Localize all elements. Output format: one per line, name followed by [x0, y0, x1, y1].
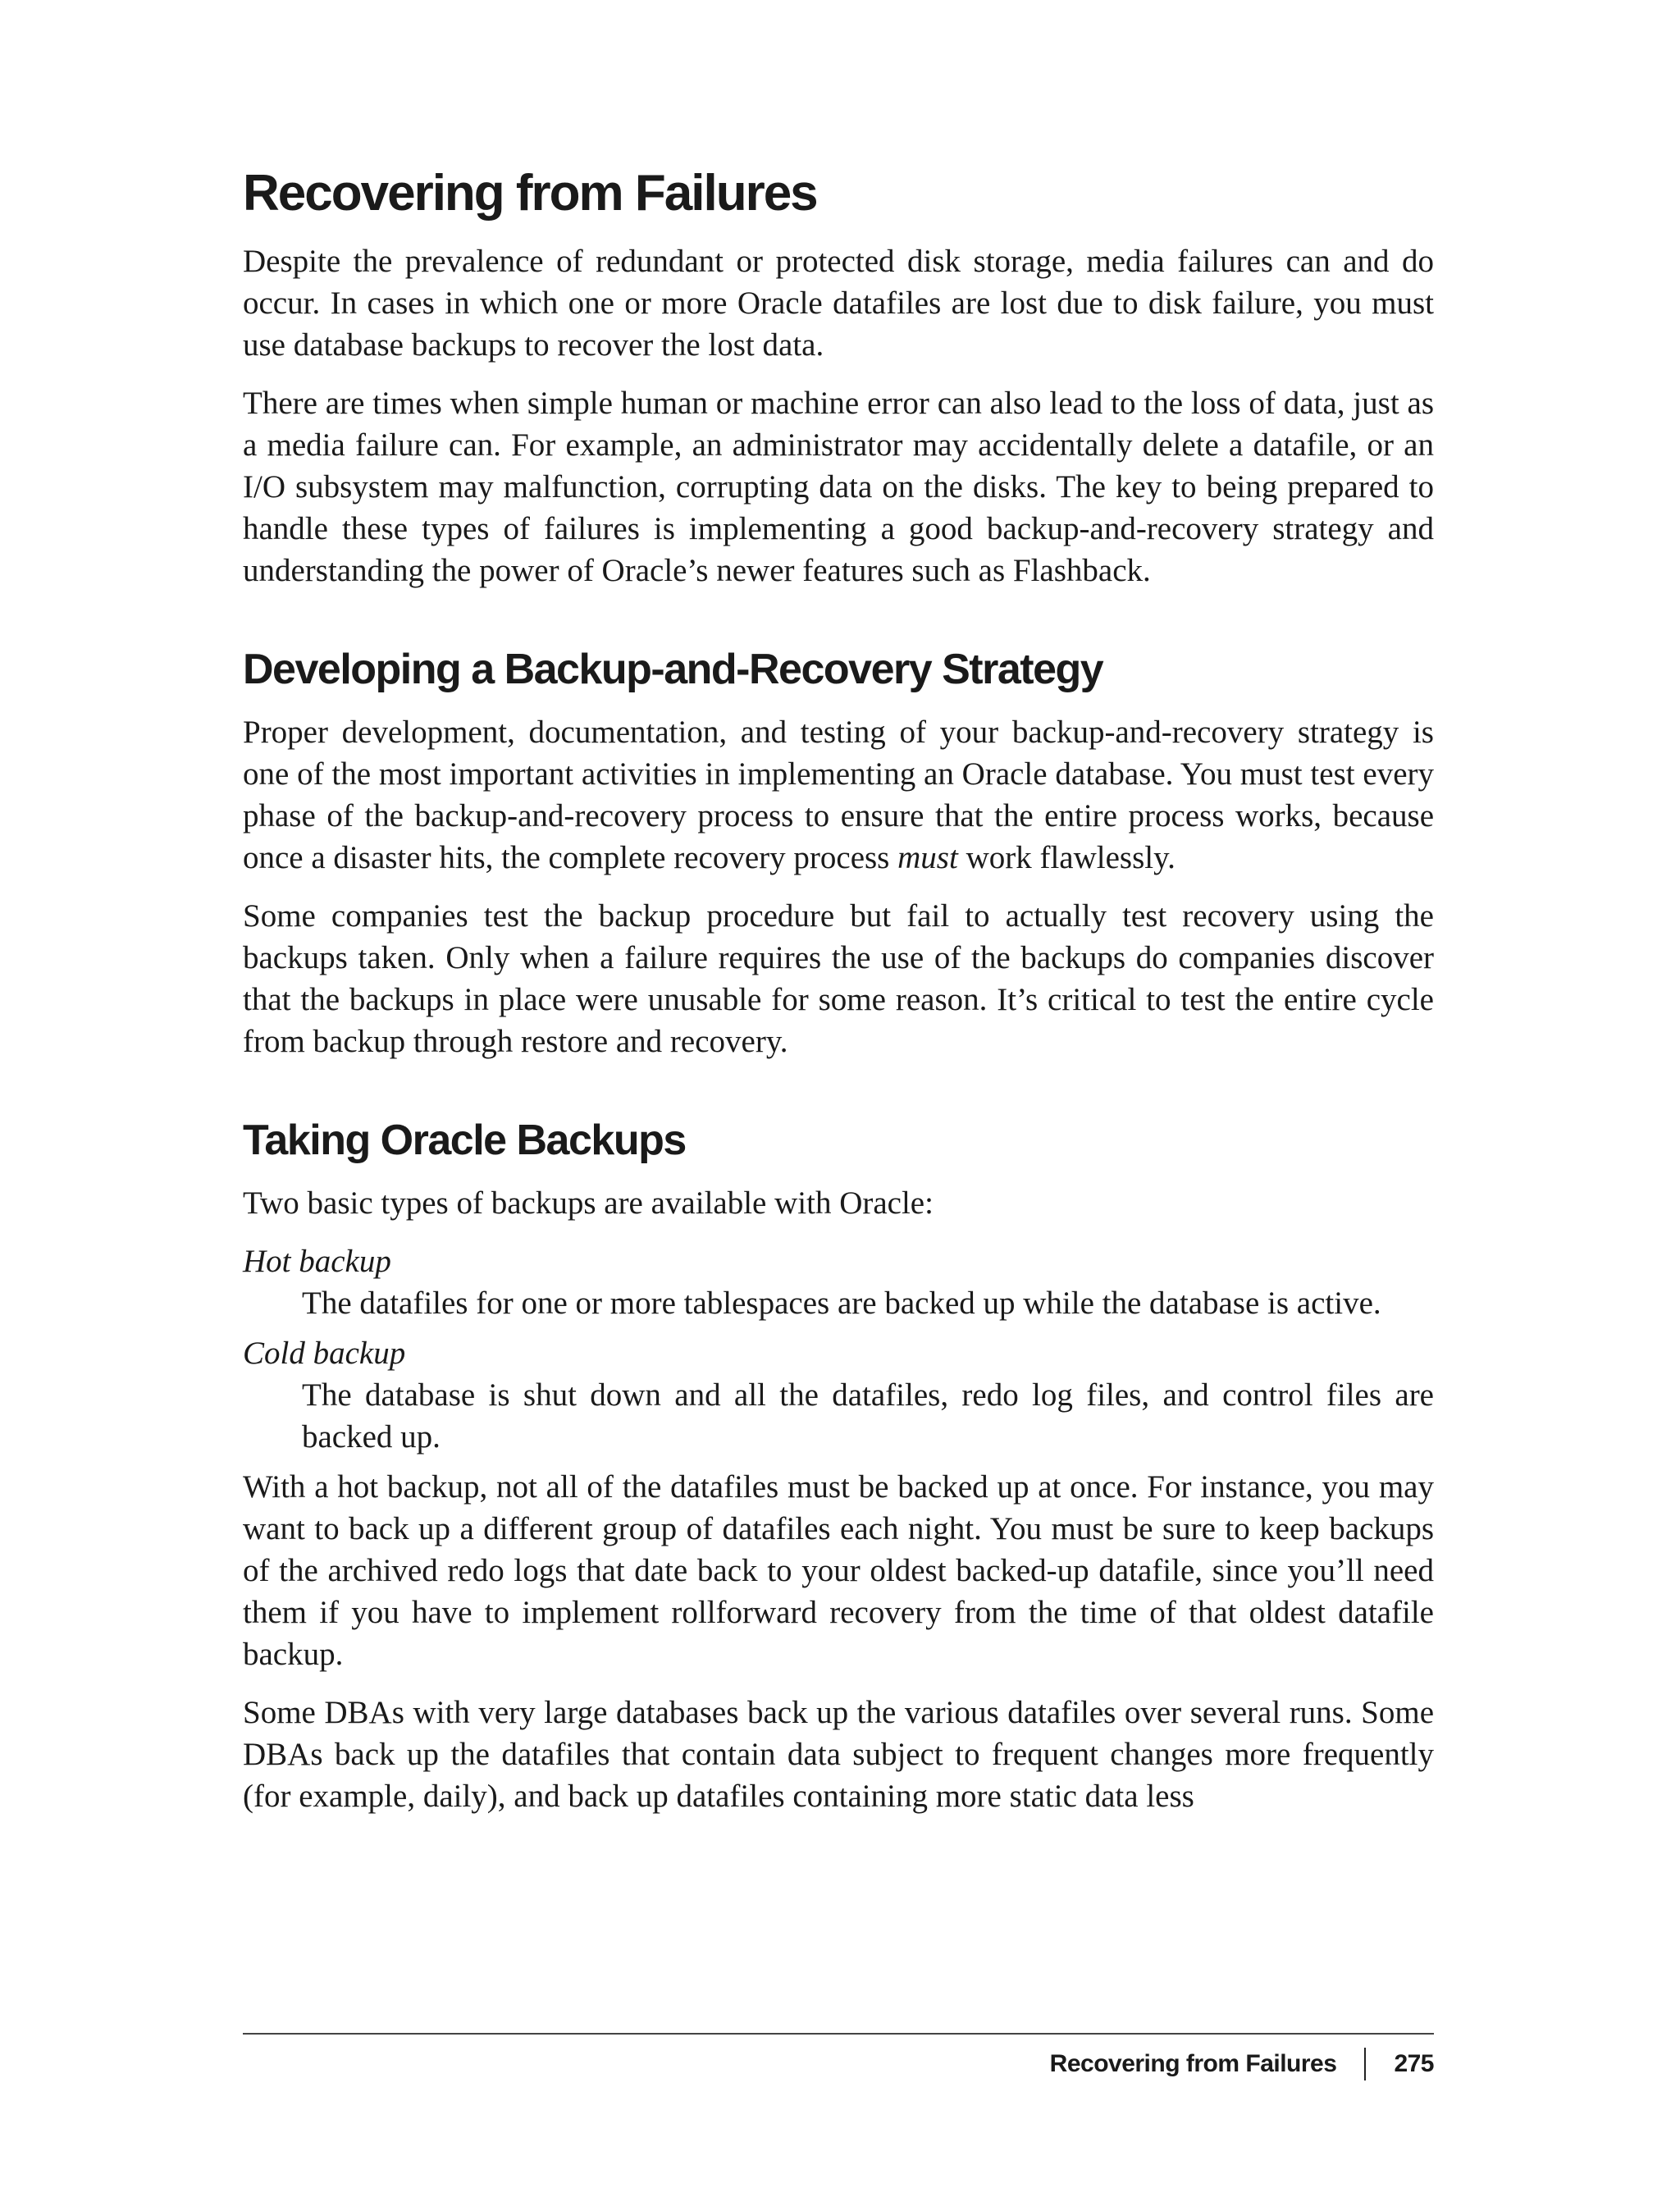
page-number: 275	[1394, 2050, 1434, 2077]
backups-paragraph-1: With a hot backup, not all of the datafiles must be backed up at once. For instance, you may want to back up a different group of datafiles each night. You must be sure to keep backups of the archived redo logs that date back to your oldest backed-up datafile, since you’ll need them if you have to implement rollforward recovery from the time of that oldest datafile backup.	[243, 1468, 1434, 1672]
footer-separator	[1364, 2048, 1366, 2080]
emphasis-must: must	[897, 840, 958, 876]
page-footer	[1050, 2048, 1434, 2080]
strategy-paragraph-2: Some companies test the backup procedure but fail to actually test recovery using the backups taken. Only when a failure requires the use of the backups do companies discover that the backups in place were unusable for some reason. It’s critical to test the entire cycle from backup through restore and recovery.	[243, 898, 1434, 1060]
backups-paragraph-2: Some DBAs with very large databases back up the various datafiles over several runs. Some DBAs back up the datafiles that contain data subject to frequent changes more frequently (for example, daily), and back up datafiles containing more static data less	[243, 1694, 1434, 1814]
strategy-paragraph-1-text: Proper development, documentation, and testing of your backup-and-recovery strategy is one of the most important activities in implementing an Oracle database. You must test every phase of the backup-and-recovery process to ensure that the entire process works, because once a disaster hits, the complete recovery process	[243, 715, 1434, 876]
definition-hot-backup: The datafiles for one or more tablespaces are backed up while the database is active.	[302, 1285, 1381, 1321]
page-title: Recovering from Failures	[243, 165, 817, 222]
strategy-paragraph-1-tail: work flawlessly.	[957, 840, 1176, 876]
intro-paragraph-1: Despite the prevalence of redundant or protected disk storage, media failures can and do occur. In cases in which one or more Oracle datafiles are lost due to disk failure, you must use database backups to recover the lost data.	[243, 244, 1434, 363]
footer-rule	[243, 2033, 1434, 2035]
term-hot-backup: Hot backup	[243, 1243, 391, 1279]
page-body	[243, 164, 1434, 1834]
strategy-paragraph-1	[243, 711, 1434, 879]
intro-paragraph-2: There are times when simple human or machine error can also lead to the loss of data, just as a media failure can. For example, an administrator may accidentally delete a datafile, or an I/O subsystem may malfunction, corrupting data on the disks. The key to being prepared to handle these types of failures is implementing a good backup-and-recovery strategy and understanding the power of Oracle’s newer features such as Flashback.	[243, 386, 1434, 589]
section-heading-backups: Taking Oracle Backups	[243, 1117, 686, 1165]
backups-lead: Two basic types of backups are available with Oracle:	[243, 1185, 934, 1221]
running-title: Recovering from Failures	[1049, 2050, 1337, 2077]
definition-cold-backup: The database is shut down and all the datafiles, redo log files, and control files are backed up.	[302, 1377, 1434, 1455]
term-cold-backup: Cold backup	[243, 1335, 406, 1371]
section-heading-strategy: Developing a Backup-and-Recovery Strategy	[243, 646, 1103, 694]
